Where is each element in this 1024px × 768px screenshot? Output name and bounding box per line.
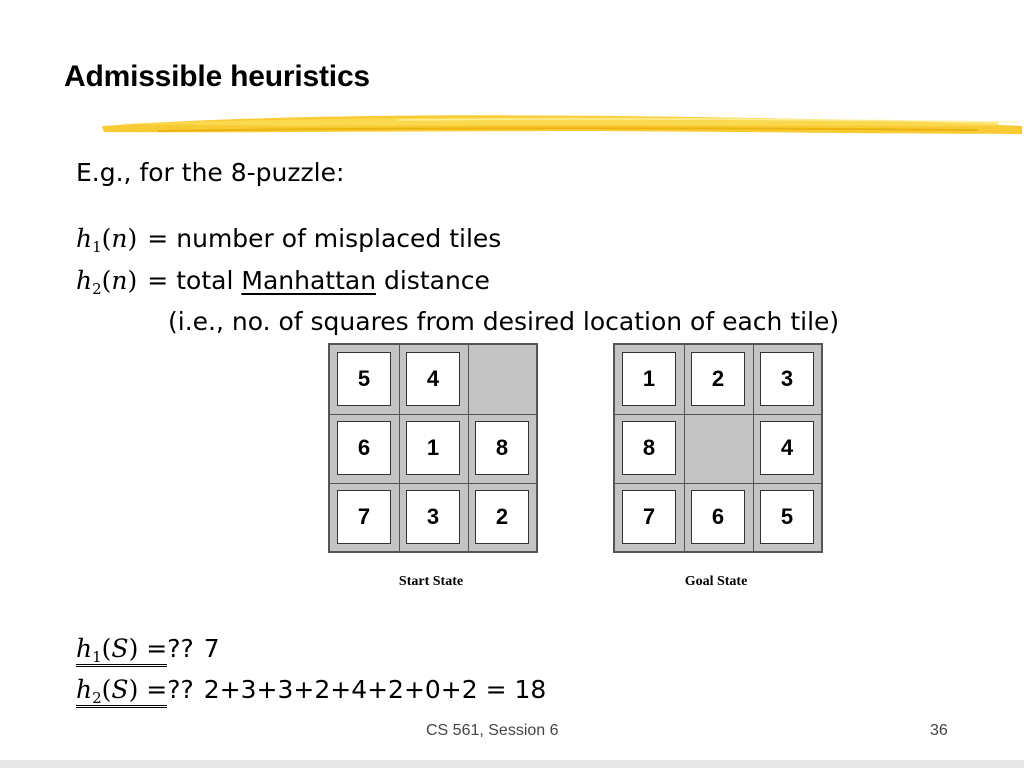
goal-state-grid xyxy=(613,343,823,553)
h1-of-s-value: 7 xyxy=(203,634,220,663)
puzzle-tile: 1 xyxy=(406,421,460,475)
goal-state-caption: Goal State xyxy=(684,574,748,589)
puzzle-cell xyxy=(399,345,469,415)
answer-h2: $h_2(S)$ =?? 2+3+3+2+4+2+0+2 = 18 xyxy=(76,675,547,707)
h2-definition: total Manhattan distance xyxy=(176,266,490,295)
puzzle-tile: 7 xyxy=(622,490,676,544)
puzzle-tile: 5 xyxy=(760,490,814,544)
puzzle-cell xyxy=(330,483,400,553)
puzzle-tile: 6 xyxy=(337,421,391,475)
manhattan-note: (i.e., no. of squares from desired location of each tile) xyxy=(168,307,840,336)
puzzle-cell xyxy=(615,414,685,484)
page-number: 36 xyxy=(930,722,948,739)
answer-h1: $h_1(S)$ =?? 7 xyxy=(76,634,220,666)
h1-definition: number of misplaced tiles xyxy=(176,224,502,253)
puzzle-cell xyxy=(330,414,400,484)
puzzle-tile: 6 xyxy=(691,490,745,544)
puzzle-cell xyxy=(753,483,823,553)
puzzle-tile: 2 xyxy=(475,490,529,544)
puzzle-cell xyxy=(753,345,823,415)
h2-expression: $h_2(n)$ xyxy=(76,266,138,298)
puzzle-tile: 3 xyxy=(760,352,814,406)
footer-course: CS 561, Session 6 xyxy=(426,722,559,739)
puzzle-tile: 5 xyxy=(337,352,391,406)
formula-h1: $h_1(n)$ = number of misplaced tiles xyxy=(76,224,502,256)
puzzle-cell xyxy=(399,483,469,553)
puzzle-cell xyxy=(684,483,754,553)
puzzle-tile: 7 xyxy=(337,490,391,544)
puzzle-cell xyxy=(753,414,823,484)
puzzle-cell xyxy=(684,345,754,415)
h2-of-s-value: 2+3+3+2+4+2+0+2 = 18 xyxy=(203,675,547,704)
puzzle-tile: 3 xyxy=(406,490,460,544)
blank-cell xyxy=(468,345,538,415)
slide-title: Admissible heuristics xyxy=(64,60,370,93)
h1-expression: $h_1(n)$ xyxy=(76,224,138,256)
highlighter-stroke xyxy=(98,104,1024,144)
puzzle-cell xyxy=(468,414,538,484)
h2-of-s-question: $h_2(S)$ = xyxy=(76,675,168,707)
puzzle-tile: 4 xyxy=(760,421,814,475)
bottom-band xyxy=(0,760,1024,768)
puzzle-tile: 4 xyxy=(406,352,460,406)
start-state-grid xyxy=(328,343,538,553)
puzzle-tile: 2 xyxy=(691,352,745,406)
intro-text: E.g., for the 8-puzzle: xyxy=(76,158,345,187)
puzzle-cell xyxy=(615,345,685,415)
blank-cell xyxy=(684,414,754,484)
puzzle-cell xyxy=(399,414,469,484)
formula-h2: $h_2(n)$ = total Manhattan distance xyxy=(76,266,490,298)
puzzle-tile: 1 xyxy=(622,352,676,406)
manhattan-term: Manhattan xyxy=(241,266,377,295)
puzzle-cell xyxy=(330,345,400,415)
puzzle-tile: 8 xyxy=(622,421,676,475)
puzzle-cell xyxy=(468,483,538,553)
puzzle-tile: 8 xyxy=(475,421,529,475)
h1-of-s-question: $h_1(S)$ = xyxy=(76,634,168,666)
puzzle-cell xyxy=(615,483,685,553)
start-state-caption: Start State xyxy=(398,574,464,589)
